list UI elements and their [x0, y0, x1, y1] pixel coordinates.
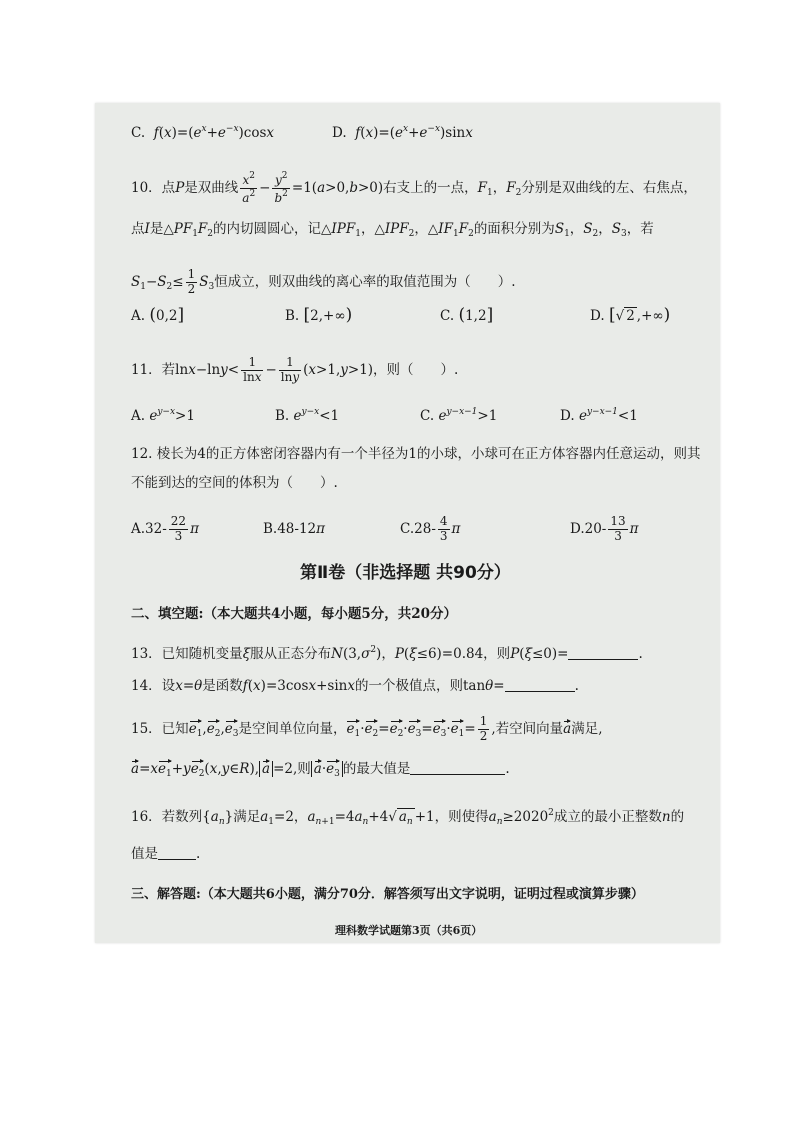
q10-line2: 点I是$\triangle PF_1F_2$的内切圆圆心，记$\triangle IPF_1$，$\triangle IPF_2$，$\triangle IF_1F_2$的面积分别为$S_1$，$S_2$，$S_3$，若	[131, 221, 654, 239]
q14: 14．设x=θ是函数f(x)=3cosx+sinx的一个极值点，则tanθ= .	[131, 678, 579, 694]
q15-line1: 15．已知$e_1,e_2,e_3$是空间单位向量，$e_1\cdot e_2=e_2\cdot e_3=e_3\cdot e_1=$ $\frac{1}{2}$ ,若空间向量a满足,	[131, 714, 603, 743]
q11-stem: 11．若lnx−lny< $\frac{1}{\ln x}$ − $\frac{1}{\ln y}$ (x>1,y>1)，则（ ）.	[131, 355, 459, 384]
q11-option-c: C. $e^{y-x-1}>1$	[420, 407, 498, 424]
q9-option-d: D. $f(x)=(e^x+e^{-x})\sin x$	[332, 124, 473, 141]
q12-option-a: A.32- $\frac{22}{3}$ π	[131, 514, 199, 543]
q10-line3: $S_1-S_2\le$ $\frac{1}{2}$ $S_3$恒成立，则双曲线的离心率的取值范围为（ ）.	[131, 267, 516, 296]
q10-option-d: D. [√ 2 ,+∞)	[590, 305, 671, 325]
q10-option-b: B. [2,+∞)	[285, 305, 353, 325]
section2-heading: 二、填空题:（本大题共4小题，每小题5分，共20分）	[131, 606, 458, 622]
q16-line2: 值是 .	[131, 846, 201, 862]
q12-line1: 12. 棱长为4的正方体密闭容器内有一个半径为1的小球，小球可在正方体容器内任意运动，则其	[131, 446, 701, 462]
q11-option-d: D. $e^{y-x-1}<1$	[560, 407, 638, 424]
exam-page	[95, 103, 720, 943]
q12-option-b: B.48-12π	[263, 521, 326, 537]
q9-option-c: C. $f(x)=(e^x+e^{-x})\cos x$	[131, 124, 275, 141]
q10-option-c: C. (1,2]	[440, 305, 494, 325]
q12-line2: 不能到达的空间的体积为（ ）.	[131, 475, 338, 491]
q10-line1: 10．点P是双曲线 $\frac{x^2}{a^2}$ − $\frac{y^2}{b^2}$ =1(a>0,b>0)右支上的一点，$F_1$，$F_2$分别是双曲线的左、右焦点，	[131, 171, 697, 205]
q15-line2: $a=xe_1+ye_2(x,y\in R)$, a =2,则 $a\cdot e_3$ 的最大值是 .	[131, 761, 510, 779]
page-footer: 理科数学试题第3页（共6页）	[335, 924, 483, 937]
q11-option-a: A. $e^{y-x}>1$	[131, 407, 195, 424]
q12-option-c: C.28- $\frac{4}{3}$ π	[400, 514, 461, 543]
part2-title: 第Ⅱ卷（非选择题 共90分）	[300, 563, 511, 583]
q11-option-b: B. $e^{y-x}<1$	[275, 407, 340, 424]
q10-option-a: A. (0,2]	[131, 305, 185, 325]
q12-option-d: D.20- $\frac{13}{3}$ π	[570, 514, 639, 543]
section3-heading: 三、解答题:（本大题共6小题，满分70分．解答须写出文字说明，证明过程或演算步骤）	[131, 887, 644, 902]
q16-line1: 16．若数列$\{a_n\}$满足$a_1=2$，$a_{n+1}=4a_n+4√$ $a_n +1$，则使得$a_n\ge 2020^2$成立的最小正整数n的	[131, 808, 685, 827]
q13: 13．已知随机变量ξ服从正态分布$N(3,\sigma^2)$，P(ξ≤6)=0.84，则P(ξ≤0)= .	[131, 645, 643, 662]
